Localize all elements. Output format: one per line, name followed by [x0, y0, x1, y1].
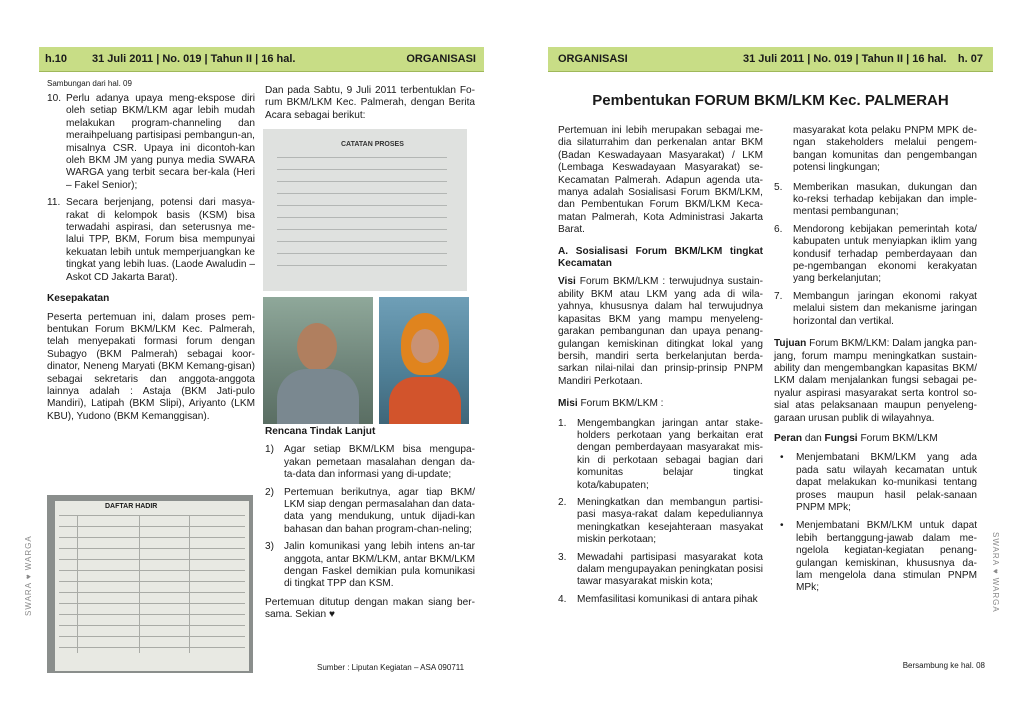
- list-item: 1) Agar setiap BKM/LKM bisa mengupa-yakan pemetaan masalahan dengan da-ta-data dan informasi yang di-update;: [265, 444, 475, 481]
- list-item: 4. Memfasilitasi komunikasi di antara pihak: [558, 593, 758, 605]
- right-header-bar: [548, 47, 993, 72]
- list-item: 6. Mendorong kebijakan pemerintah kota/ kabupaten untuk menyiapkan iklim yang kondusif terhadap pemberdayaan dan pe-ngembangan ekonomi kerakyatan yang berkelanjutan;: [774, 223, 977, 285]
- left-page-number: h.10: [45, 53, 68, 65]
- kesepakatan-heading: Kesepakatan: [47, 293, 110, 305]
- left-side-label: SWARA ♥ WARGA: [24, 535, 33, 616]
- catatan-proses-title: CATATAN PROSES: [341, 141, 404, 148]
- continued-to: Bersambung ke hal. 08: [902, 661, 985, 670]
- list-item: 2) Pertemuan berikutnya, agar tiap BKM/ LKM siap dengan permasalahan dan data-data yang mendukung, untuk dijadi-kan bahasan dan bahan program-chan-neling;: [265, 486, 475, 535]
- man-face: [297, 323, 337, 371]
- list-item: 3) Jalin komunikasi yang lebih intens an-tar anggota, antar BKM/LKM, antar BKM/LKM dengan Faskel demikian pula komunikasi di tingkat TPP dan KSM.: [265, 541, 475, 590]
- article-title: Pembentukan FORUM BKM/LKM Kec. PALMERAH: [592, 92, 949, 109]
- woman-photo: [379, 297, 469, 424]
- list-item: 1. Mengembangkan jaringan antar stake-holders perkotaan yang berkaitan erat dengan pemberdayaan masyarakat mis-kin di perkotaan sebagai bagian dari komunitas belajar tingkat kota/kabupaten;: [558, 417, 763, 491]
- list-item: • Menjembatani BKM/LKM untuk dapat lebih bertanggung-jawab dalam me-ngelola kegiatan-kegiatan penang-gulangan kemiskinan, khususnya da-lam mengelola dana stimulan PNPM MPk;: [780, 520, 977, 594]
- list-item: 5. Memberikan masukan, dukungan dan ko-reksi terhadap kebijakan dan imple-mentasi pembangunan;: [774, 181, 977, 218]
- attendance-sheet-title: DAFTAR HADIR: [105, 503, 158, 510]
- list-item: 7. Membangun jaringan ekonomi rakyat melalui sistem dan mekanisme jaringan horizontal dan vertikal.: [774, 290, 977, 327]
- man-shirt: [277, 369, 359, 424]
- right-issue-info: 31 Juli 2011 | No. 019 | Tahun II | 16 hal.: [743, 53, 947, 65]
- misi-heading: Misi Forum BKM/LKM :: [558, 398, 664, 410]
- right-column-2: [774, 125, 977, 601]
- points-list: [47, 93, 255, 284]
- tujuan-paragraph: Tujuan Forum BKM/LKM: Dalam jangka pan-jang, forum mampu meningkatkan sustain-ability dan mengembangkan kapasitas BKM/ LKM dalam menjalankan fungsi sebagai pe-nyalur aspirasi masyarakat serta kontrol so-sial atas pelaksanaan maupun penyeleng-garaan urusan publik di wilayahnya.: [774, 338, 977, 424]
- misi-continued: masyarakat kota pelaku PNPM MPK de-ngan stakeholders melalui pengem-bangan komunitas dan pengembangan potensi lingkungan;: [793, 125, 977, 174]
- visi-paragraph: Visi Forum BKM/LKM : terwujudnya sustain-ability BKM atau LKM yang ada di wila-yahnya, khususnya dalam hal terwujudnya kapasitas BKM yang mampu menyeleng-garakan pembangunan dan upaya penang-gulangan kemiskinan ditingkat lokal yang bersih, mandiri serta berkelanjutan berda-sarkan nilai-nilai dan prinsip-prinsip PNPM Mandiri Perkotaan.: [558, 276, 763, 387]
- right-section-name: ORGANISASI: [558, 53, 628, 65]
- left-issue-info: 31 Juli 2011 | No. 019 | Tahun II | 16 hal.: [92, 53, 296, 65]
- section-a-heading: A. Sosialisasi Forum BKM/LKM tingkat Kecamatan: [558, 245, 763, 270]
- left-column-2: [265, 85, 475, 129]
- misi-list: [558, 418, 763, 607]
- attendance-grid: [59, 515, 245, 653]
- misi-list-continued: [774, 182, 977, 328]
- woman-face: [411, 329, 439, 363]
- closing-text: Pertemuan ditutup dengan makan siang ber-sama. Sekian ♥: [265, 596, 475, 621]
- peran-heading: Peran dan Fungsi Forum BKM/LKM: [774, 432, 938, 444]
- kesepakatan-text: Peserta pertemuan ini, dalam proses pem-bentukan Forum BKM/LKM Kec. Palmerah, telah menyepakati formasi forum dengan Subagyo (BKM Palmerah) sebagai koor-dinator, Neneng Maryati (BKM Kemang-gisan) sebagai sekretaris dan anggota-anggota lainnya adalah : Astaja (BKM Jati-pulo Mandiri), Latipah (BKM Slipi), Ariyanto (LKM KBU), Yudono (BKM Kemanggisan).: [47, 311, 255, 422]
- left-page: [39, 47, 484, 677]
- left-column-2-lower: [265, 417, 475, 629]
- right-page-number: h. 07: [957, 53, 983, 65]
- handwritten-notes: [277, 157, 447, 277]
- left-header-bar: [39, 47, 484, 72]
- left-column-1: [47, 79, 255, 430]
- man-photo: [263, 297, 373, 424]
- attendance-sheet-photo: [47, 495, 253, 673]
- list-item: 11. Secara berjenjang, potensi dari masya-rakat di kelompok basis (KSM) bisa terwadahi aspirasi, dan seterusnya me-lalui TPP, BKM, Forum bisa mempunyai kekuatan lebih untuk memperjuangkan ke tingkat yang lebih luas. (Laode Awaludin – Askot CD Jakarta Barat).: [47, 197, 255, 283]
- formation-intro: Dan pada Sabtu, 9 Juli 2011 terbentuklan Fo-rum BKM/LKM Kec. Palmerah, dengan Berita Acara sebagai berikut:: [265, 85, 475, 121]
- right-page: [548, 47, 993, 677]
- rencana-heading: Rencana Tindak Lanjut: [265, 426, 376, 437]
- rencana-list: [265, 444, 475, 590]
- list-item: 2. Meningkatkan dan membangun partisi-pasi masya-rakat dalam kepeduliannya meningkatkan kesejahteraan masyakat miskin perkotaan;: [558, 496, 763, 546]
- list-item: 10. Perlu adanya upaya meng-ekspose diri oleh setiap BKM/LKM agar lebih mudah melakukan program-channeling dan meraihpeluang partisipasi pembangun-an, misalnya CSR. Upaya ini dicontoh-kan oleh BKM JM yang punya media SWARA WARGA yang terbit secara ber-kala (Heri – Fakel Senior);: [47, 93, 255, 191]
- list-item: 3. Mewadahi partisipasi masyarakat kota dalam mengupayakan peningkatan posisi tawar masyarakat miskin kota;: [558, 551, 763, 588]
- peran-list: [774, 452, 977, 594]
- attendance-sheet: [55, 501, 249, 671]
- list-item: • Menjembatani BKM/LKM yang ada pada satu wilayah kecamatan untuk dapat melakukan ko-munikasi tentang proses maupun hasil pelak-sanaan PNPM MPk;: [780, 452, 977, 513]
- continued-from: Sambungan dari hal. 09: [47, 79, 132, 88]
- left-section-name: ORGANISASI: [406, 53, 476, 65]
- right-side-label: SWARA ♥ WARGA: [991, 532, 1000, 613]
- article-intro: Pertemuan ini lebih merupakan sebagai me-dia silaturrahim dan perkenalan antar BKM (Badan Keswadayaan Masyarakat) / LKM (Lembaga Keswadayaan Masyarakat) se-Kecamatan Palmerah. Adapun agenda uta-manya adalah Sosialisasi Forum BKM/LKM, dan Pembentukan Forum BKM/LKM Keca-matan Palmerah, Kota Administrasi Jakarta Barat.: [558, 125, 763, 236]
- right-column-1: [558, 125, 763, 612]
- catatan-proses-photo: [263, 129, 467, 291]
- source-credit: Sumber : Liputan Kegiatan – ASA 090711: [317, 663, 465, 672]
